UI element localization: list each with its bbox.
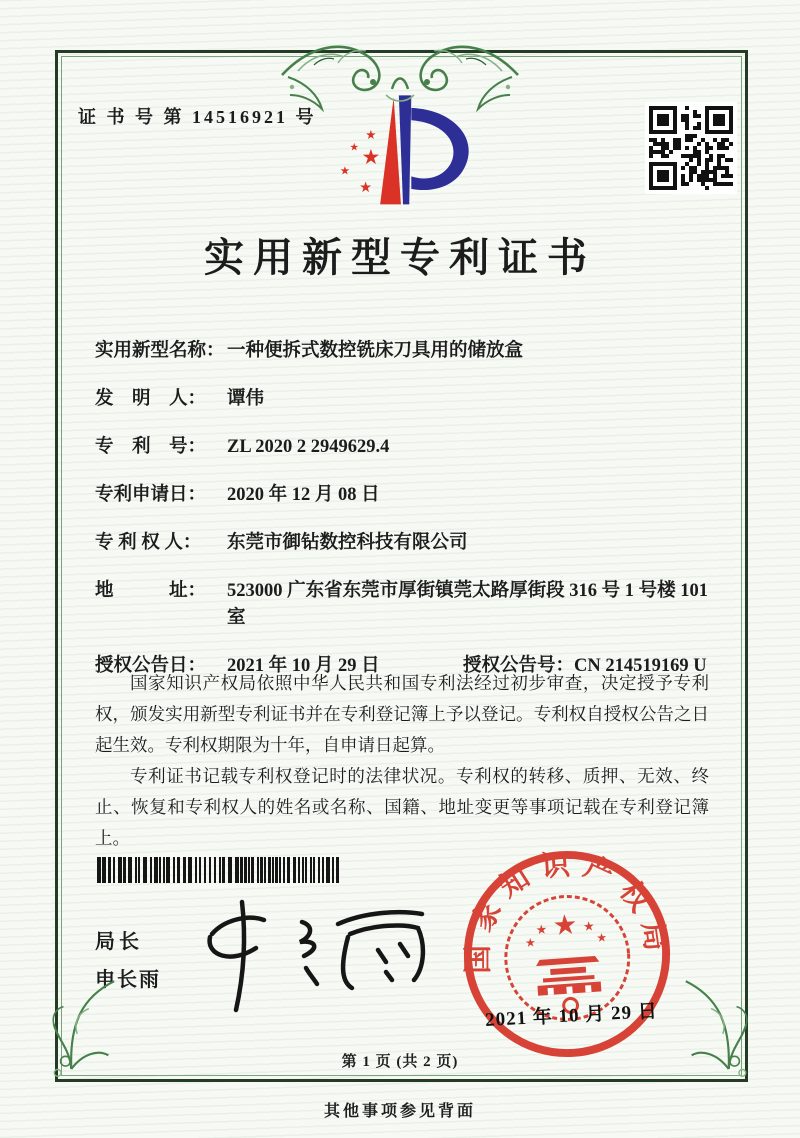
field-label: 发 明 人：	[95, 389, 207, 409]
svg-text:★: ★	[365, 128, 377, 142]
field-label: 专利申请日：	[95, 485, 207, 505]
qr-code	[645, 102, 737, 194]
field-label: 授权公告日：	[95, 656, 207, 676]
svg-text:★: ★	[595, 930, 608, 945]
field-label: 实用新型名称：	[95, 341, 225, 361]
field-value: 一种便拆式数控铣床刀具用的储放盒	[227, 341, 524, 361]
commissioner-name: 申长雨	[95, 969, 161, 991]
svg-text:★: ★	[361, 146, 381, 169]
commissioner-title: 局长	[95, 931, 143, 953]
barcode	[95, 857, 343, 883]
svg-text:★: ★	[582, 919, 596, 934]
legal-text	[95, 668, 709, 854]
field-list	[95, 338, 709, 701]
field-label: 专 利 号：	[95, 437, 207, 457]
field-utility-model-name	[95, 338, 709, 365]
field-value: 523000 广东省东莞市厚街镇莞太路厚街段 316 号 1 号楼 101 室	[227, 581, 709, 628]
svg-text:★: ★	[339, 165, 350, 178]
field-value: ZL 2020 2 2949629.4	[227, 437, 390, 457]
seal-text: 国家知识产权局	[462, 848, 674, 974]
field-value: 2021 年 10 月 29 日	[227, 656, 380, 676]
grant-number-label: 授权公告号：	[463, 656, 575, 676]
handwritten-signature	[190, 882, 440, 1017]
legal-paragraph-2: 专利证书记载专利权登记时的法律状况。专利权的转移、质押、无效、终止、恢复和专利权人的姓名或名称、国籍、地址变更等事项记载在专利登记簿上。	[95, 766, 709, 848]
grant-number-value: CN 214519169 U	[574, 656, 707, 676]
svg-text:★: ★	[551, 909, 579, 943]
field-filing-date	[95, 482, 709, 509]
svg-text:★: ★	[359, 179, 373, 196]
bottom-left-ornament-icon	[44, 975, 122, 1083]
field-value: 谭伟	[227, 389, 265, 409]
field-label: 地 址：	[95, 581, 207, 601]
certificate-title: 实用新型专利证书	[204, 235, 596, 280]
legal-paragraph-1: 国家知识产权局依照中华人民共和国专利法经过初步审查，决定授予专利权，颁发实用新型专利证书并在专利登记簿上予以登记。专利权自授权公告之日起生效。专利权期限为十年，自申请日起算。	[95, 673, 709, 755]
svg-text:★: ★	[349, 142, 359, 154]
page-number: 第 1 页 (共 2 页)	[341, 1054, 459, 1070]
field-patentee	[95, 530, 709, 557]
field-address	[95, 578, 709, 632]
seal-date: 2021 年 10 月 29 日	[484, 1000, 659, 1031]
field-patent-number	[95, 434, 709, 461]
certificate-number: 证 书 号 第 14516921 号	[78, 107, 317, 127]
field-inventor	[95, 386, 709, 413]
bottom-right-ornament-icon	[678, 975, 756, 1083]
svg-text:★: ★	[524, 935, 537, 950]
field-label: 专 利 权 人：	[95, 533, 202, 553]
field-value: 东莞市御钻数控科技有限公司	[227, 533, 468, 553]
top-ornament-icon	[278, 25, 522, 117]
svg-text:★: ★	[535, 922, 548, 938]
field-value: 2020 年 12 月 08 日	[227, 485, 380, 505]
agency-seal	[451, 838, 684, 1071]
back-note: 其他事项参见背面	[323, 1103, 476, 1120]
